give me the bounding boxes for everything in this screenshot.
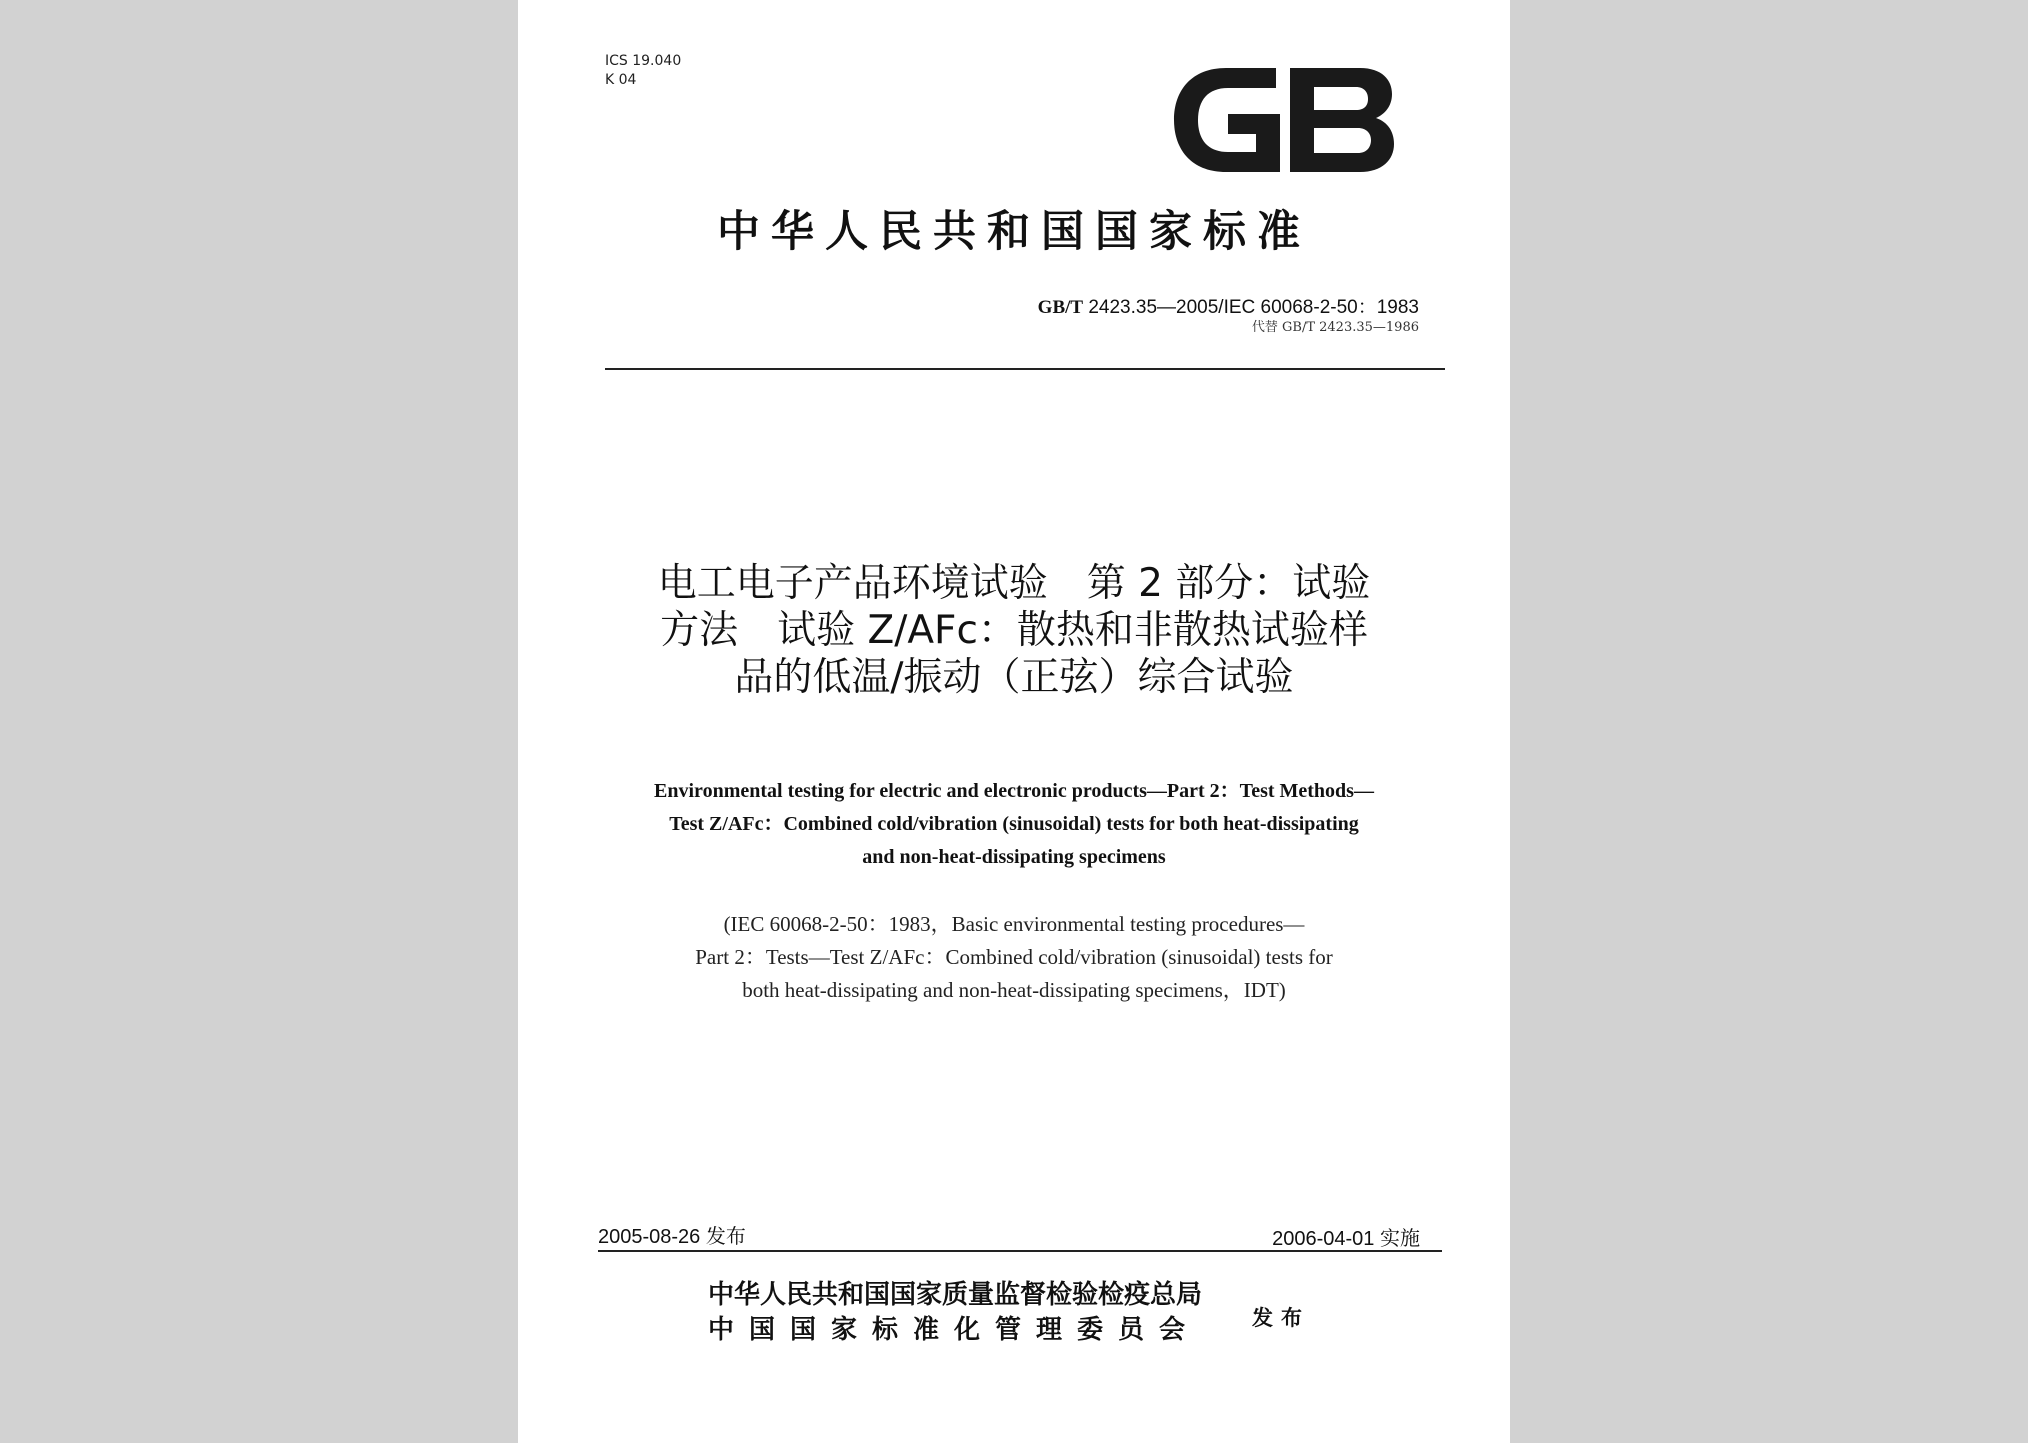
gb-logo (1168, 62, 1398, 178)
footer-divider (598, 1250, 1442, 1252)
replaces-note: 代替 GB/T 2423.35—1986 (1251, 320, 1419, 335)
iec-line: (IEC 60068-2-50：1983，Basic environmental testing procedures— (723, 912, 1305, 936)
chinese-title (598, 560, 1430, 701)
classification-codes (605, 52, 681, 90)
publish-date: 2005-08-26 发布 (598, 1226, 746, 1248)
standard-title: 中华人民共和国国家标准 (717, 207, 1311, 257)
english-title (578, 775, 1450, 874)
iec-line: Part 2：Tests—Test Z/AFc：Combined cold/vibration (sinusoidal) tests for (695, 945, 1333, 969)
iec-line: both heat-dissipating and non-heat-dissipating specimens，IDT) (742, 978, 1286, 1002)
implement-date: 2006-04-01 实施 (1272, 1228, 1420, 1250)
issuing-bodies (708, 1278, 1202, 1348)
ics-code: ICS 19.040 (605, 53, 682, 69)
chinese-title-line: 方法 试验 Z/AFc：散热和非散热试验样 (660, 608, 1368, 653)
iec-equivalence (578, 908, 1450, 1007)
ccs-code: K 04 (605, 72, 637, 88)
document-page (518, 0, 1510, 1443)
issue-label: 发布 (1252, 1305, 1310, 1330)
english-title-line: Test Z/AFc：Combined cold/vibration (sinusoidal) tests for both heat-dissipating (669, 813, 1359, 835)
standard-number-prefix: GB/T (1037, 297, 1084, 318)
english-title-line: Environmental testing for electric and electronic products—Part 2：Test Methods— (654, 780, 1374, 802)
header-divider (605, 368, 1445, 370)
standard-number (1038, 292, 1419, 319)
english-title-line: and non-heat-dissipating specimens (862, 846, 1166, 868)
chinese-title-line: 电工电子产品环境试验 第 2 部分：试验 (657, 561, 1371, 606)
issuer-line: 中国国家标准化管理委员会 (708, 1315, 1201, 1345)
standard-number-rest: 2423.35—2005/IEC 60068-2-50：1983 (1083, 297, 1419, 318)
issuer-line: 中华人民共和国国家质量监督检验检疫总局 (708, 1280, 1203, 1310)
chinese-title-line: 品的低温/振动（正弦）综合试验 (734, 655, 1294, 700)
